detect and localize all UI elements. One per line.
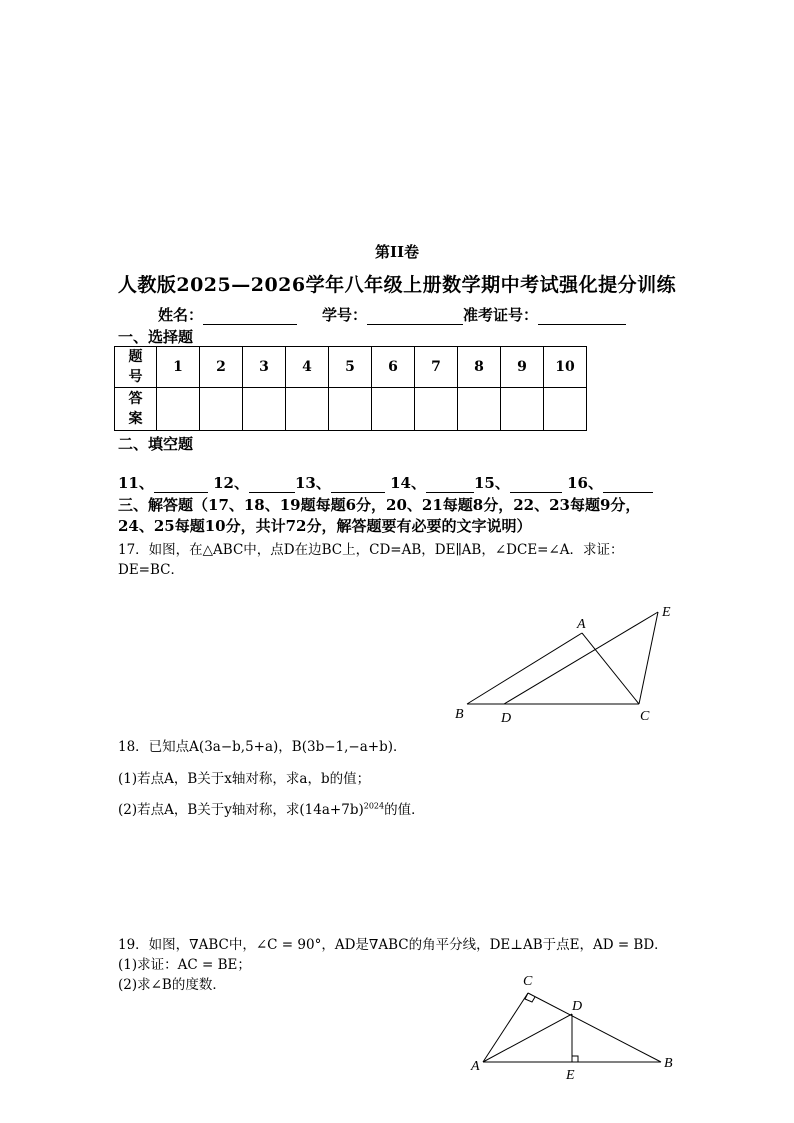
answer-cell[interactable]	[458, 388, 501, 431]
q18-part2	[118, 798, 425, 818]
q18-line1: 18．已知点A(3a−b,5+a)，B(3b−1,−a+b)．	[118, 739, 407, 755]
blank-13-label: 13、	[294, 474, 331, 492]
label-c: C	[640, 709, 650, 724]
num-cell: 8	[458, 347, 501, 388]
fill-blanks-row	[118, 472, 653, 493]
label-d: D	[572, 999, 583, 1014]
blank-12-label: 12、	[213, 474, 249, 492]
label-e: E	[662, 605, 671, 620]
exam-no-label: 准考证号：	[463, 306, 539, 324]
num-cell: 6	[372, 347, 415, 388]
q17-figure	[440, 600, 690, 730]
answer-cell[interactable]	[200, 388, 243, 431]
name-field	[158, 304, 297, 325]
num-cell: 4	[286, 347, 329, 388]
name-label: 姓名：	[158, 306, 204, 324]
label-b: B	[455, 707, 464, 722]
label-a: A	[577, 617, 586, 632]
blank-14[interactable]	[426, 476, 474, 493]
blank-16-label: 16、	[567, 474, 603, 492]
q19-part1: (1)求证：AC = BE；	[118, 957, 251, 973]
label-d: D	[501, 711, 512, 726]
id-label: 学号：	[322, 306, 368, 324]
num-cell: 1	[157, 347, 200, 388]
answer-cell[interactable]	[372, 388, 415, 431]
volume-label: 第II卷	[374, 243, 420, 261]
answer-cell[interactable]	[544, 388, 587, 431]
q18-exponent: 2024	[363, 801, 385, 811]
blank-13[interactable]	[331, 476, 385, 493]
right-angle-e	[572, 1056, 578, 1062]
segment-ce	[639, 612, 658, 704]
label-e: E	[566, 1068, 575, 1083]
label-a: A	[471, 1059, 480, 1074]
num-cell: 7	[415, 347, 458, 388]
num-cell: 9	[501, 347, 544, 388]
answer-cell[interactable]	[243, 388, 286, 431]
blank-12[interactable]	[249, 476, 295, 493]
segment-ad	[483, 1014, 572, 1062]
segment-ba	[467, 633, 582, 704]
num-cell: 3	[243, 347, 286, 388]
num-cell: 2	[200, 347, 243, 388]
blank-11[interactable]	[154, 476, 208, 493]
answer-cell[interactable]	[157, 388, 200, 431]
answer-cell[interactable]	[501, 388, 544, 431]
answer-table	[114, 346, 587, 431]
num-cell: 10	[544, 347, 587, 388]
q19-figure	[465, 968, 685, 1083]
blank-14-label: 14、	[390, 474, 426, 492]
q19-part2: (2)求∠B的度数．	[118, 977, 226, 993]
answer-cell[interactable]	[415, 388, 458, 431]
section3-title-line1: 三、解答题（17、18、19题每题6分，20、21每题8分，22、23每题9分，	[118, 496, 641, 514]
segment-ac	[483, 993, 528, 1062]
q19-line1: 19．如图，∇ABC中，∠C = 90°，AD是∇ABC的角平分线，DE⊥AB于点E，AD = BD．	[118, 937, 668, 953]
row-head-answer: 答 案	[115, 388, 157, 431]
section1-title: 一、选择题	[118, 328, 194, 346]
num-cell: 5	[329, 347, 372, 388]
page-title: 人教版2025—2026学年八年级上册数学期中考试强化提分训练	[117, 274, 677, 296]
name-blank[interactable]	[203, 308, 297, 325]
label-c: C	[523, 974, 533, 989]
blank-11-label: 11、	[118, 474, 154, 492]
q18-part2-expr: (2)若点A，B关于y轴对称，求(14a+7b)	[118, 802, 364, 818]
section2-title: 二、填空题	[118, 435, 194, 453]
exam-no-blank[interactable]	[538, 308, 626, 325]
q18-part1: (1)若点A，B关于x轴对称，求a，b的值；	[118, 771, 371, 787]
id-blank[interactable]	[367, 308, 463, 325]
section3-title-line2: 24、25每题10分，共计72分，解答题要有必要的文字说明）	[118, 517, 532, 535]
blank-15-label: 15、	[473, 474, 510, 492]
id-field	[322, 304, 626, 325]
q17-line2: DE=BC．	[118, 562, 184, 578]
row-head-number: 题 号	[115, 347, 157, 388]
q17-line1: 17．如图，在△ABC中，点D在边BC上，CD=AB，DE∥AB，∠DCE=∠A．求证：	[118, 542, 624, 558]
blank-16[interactable]	[603, 476, 653, 493]
answer-cell[interactable]	[286, 388, 329, 431]
q18-part2-end: 的值．	[384, 802, 425, 818]
segment-ac	[582, 633, 639, 704]
label-b: B	[664, 1056, 673, 1071]
answer-cell[interactable]	[329, 388, 372, 431]
blank-15[interactable]	[510, 476, 562, 493]
